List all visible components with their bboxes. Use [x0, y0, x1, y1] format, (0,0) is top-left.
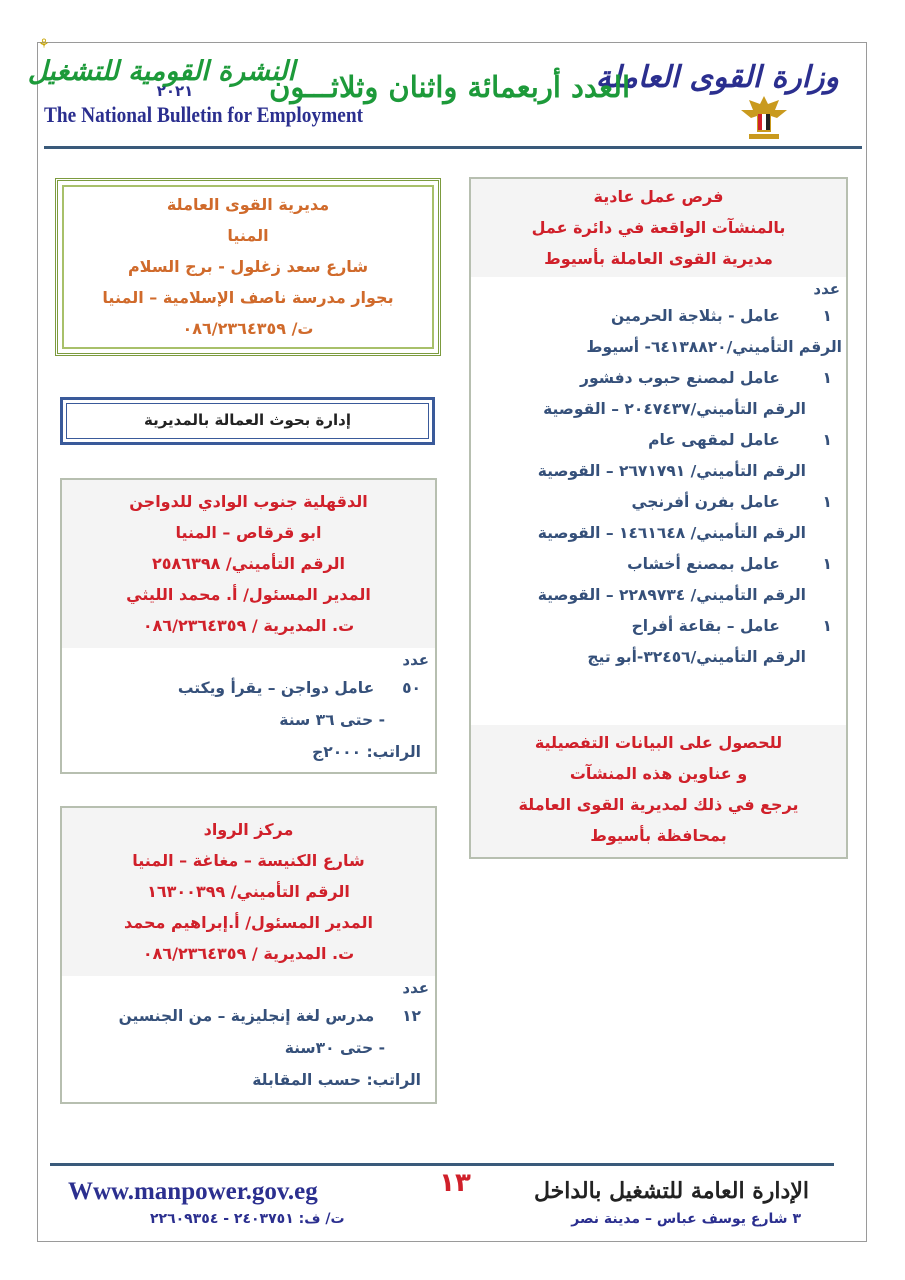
- directorate-line: المنيا: [227, 226, 269, 245]
- job-count: ١: [822, 555, 832, 573]
- opportunities-line: بالمنشآت الواقعة في دائرة عمل: [531, 218, 786, 237]
- bulletin-year: ٢٠٢١: [156, 82, 194, 100]
- opportunities-note: يرجع في ذلك لمديرية القوى العاملة: [518, 795, 799, 814]
- job-row: [62, 672, 435, 704]
- header-divider: [44, 146, 862, 149]
- job-row: [62, 1000, 435, 1032]
- job-title: عامل لمصنع حبوب دفشور: [580, 369, 780, 387]
- job-age: - حتى ٣٠سنة: [284, 1039, 385, 1057]
- footer-phone: ت/ ف: ٢٤٠٣٧٥١ - ٢٢٦٠٩٣٥٤: [150, 1211, 345, 1227]
- opportunities-line: مديرية القوى العاملة بأسيوط: [544, 249, 773, 268]
- list-item: [471, 487, 846, 518]
- eagle-emblem-icon: [735, 92, 793, 144]
- directorate-box: [55, 178, 441, 356]
- job-title: عامل لمقهى عام: [648, 431, 780, 449]
- list-item: [471, 425, 846, 456]
- directorate-line: بجوار مدرسة ناصف الإسلامية – المنيا: [102, 288, 394, 307]
- footer-admin: الإدارة العامة للتشغيل بالداخل: [533, 1178, 809, 1204]
- company-line: الرقم التأميني/ ١٦٣٠٠٣٩٩: [147, 882, 350, 901]
- company-header: [62, 480, 435, 648]
- company-line: الدقهلية جنوب الوادي للدواجن: [129, 492, 368, 511]
- company-line: ابو قرقاص – المنيا: [175, 523, 322, 542]
- company-box-2: [60, 806, 437, 1104]
- opportunities-box: [469, 177, 848, 859]
- directorate-line: شارع سعد زغلول - برج السلام: [127, 257, 369, 276]
- job-title: عامل بفرن أفرنجي: [631, 493, 780, 511]
- opportunities-header: [471, 179, 846, 277]
- directorate-line: ت/ ٠٨٦/٢٣٦٤٣٥٩: [182, 319, 314, 338]
- company-line: ت. المديرية / ٠٨٦/٢٣٦٤٣٥٩: [142, 944, 355, 963]
- insurance-number: الرقم التأميني/٢٠٤٧٤٣٧ – القوصية: [543, 400, 806, 418]
- company-header: [62, 808, 435, 976]
- company-box-1: [60, 478, 437, 774]
- footer-divider: [50, 1163, 834, 1166]
- job-title: عامل – بقاعة أفراح: [631, 617, 780, 635]
- job-salary: الراتب: ٢٠٠٠ج: [312, 743, 421, 761]
- company-line: المدير المسئول/ أ. محمد الليثي: [126, 585, 371, 604]
- bulletin-title-en: The National Bulletin for Employment: [44, 102, 364, 127]
- job-age: - حتى ٣٦ سنة: [279, 711, 385, 729]
- count-label: عدد: [813, 280, 840, 298]
- list-item: [471, 363, 846, 394]
- count-label: عدد: [402, 979, 429, 997]
- job-salary: الراتب: حسب المقابلة: [252, 1071, 421, 1089]
- bulletin-title-ar: النشرة القومية للتشغيل: [27, 56, 295, 87]
- job-title: عامل بمصنع أخشاب: [627, 555, 780, 573]
- insurance-number: الرقم التأميني/ ١٤٦١٦٤٨ – القوصية: [537, 524, 806, 542]
- opportunities-note: بمحافظة بأسيوط: [590, 826, 727, 845]
- pin-icon: ⚘: [38, 37, 50, 52]
- ministry-title: وزارة القوى العاملة: [595, 60, 839, 95]
- job-title: مدرس لغة إنجليزية – من الجنسين: [118, 1007, 375, 1025]
- opportunities-footer: [471, 725, 846, 857]
- list-item: [471, 549, 846, 580]
- insurance-number: الرقم التأميني/ ٢٢٨٩٧٣٤ – القوصية: [537, 586, 806, 604]
- count-label: عدد: [402, 651, 429, 669]
- job-count: ١: [822, 369, 832, 387]
- job-count: ١: [822, 617, 832, 635]
- section-title-box: [60, 397, 435, 445]
- company-line: الرقم التأميني/ ٢٥٨٦٣٩٨: [152, 554, 345, 573]
- section-title: إدارة بحوث العمالة بالمديرية: [66, 403, 429, 439]
- insurance-number: الرقم التأميني/٦٤١٣٨٨٢٠- أسيوط: [586, 338, 842, 356]
- page-number: ١٣: [439, 1168, 471, 1198]
- job-count: ١٢: [402, 1007, 421, 1025]
- company-line: شارع الكنيسة – مغاغة – المنيا: [132, 851, 365, 870]
- insurance-number: الرقم التأميني/٣٢٤٥٦-أبو تيج: [587, 648, 806, 666]
- job-count: ١: [822, 307, 832, 325]
- insurance-number: الرقم التأميني/ ٢٦٧١٧٩١ – القوصية: [537, 462, 806, 480]
- footer-address: ٣ شارع يوسف عباس – مدينة نصر: [571, 1211, 801, 1227]
- issue-title: العدد أربعمائة واثنان وثلاثـــون: [269, 70, 630, 104]
- list-item: [471, 611, 846, 642]
- opportunities-note: للحصول على البيانات التفصيلية: [534, 733, 783, 752]
- opportunities-note: و عناوين هذه المنشآت: [569, 764, 748, 783]
- company-line: مركز الرواد: [203, 820, 294, 839]
- website-link[interactable]: Www.manpower.gov.eg: [68, 1178, 318, 1205]
- directorate-line: مديرية القوى العاملة: [166, 195, 330, 214]
- job-count: ١: [822, 431, 832, 449]
- job-title: عامل دواجن – يقرأ ويكتب: [177, 679, 375, 697]
- company-line: المدير المسئول/ أ.إبراهيم محمد: [124, 913, 373, 932]
- list-item: [471, 301, 846, 332]
- job-count: ١: [822, 493, 832, 511]
- job-count: ٥٠: [402, 679, 421, 697]
- job-title: عامل - بثلاجة الحرمين: [611, 307, 780, 325]
- company-line: ت. المديرية / ٠٨٦/٢٣٦٤٣٥٩: [142, 616, 355, 635]
- opportunities-line: فرص عمل عادية: [593, 187, 724, 206]
